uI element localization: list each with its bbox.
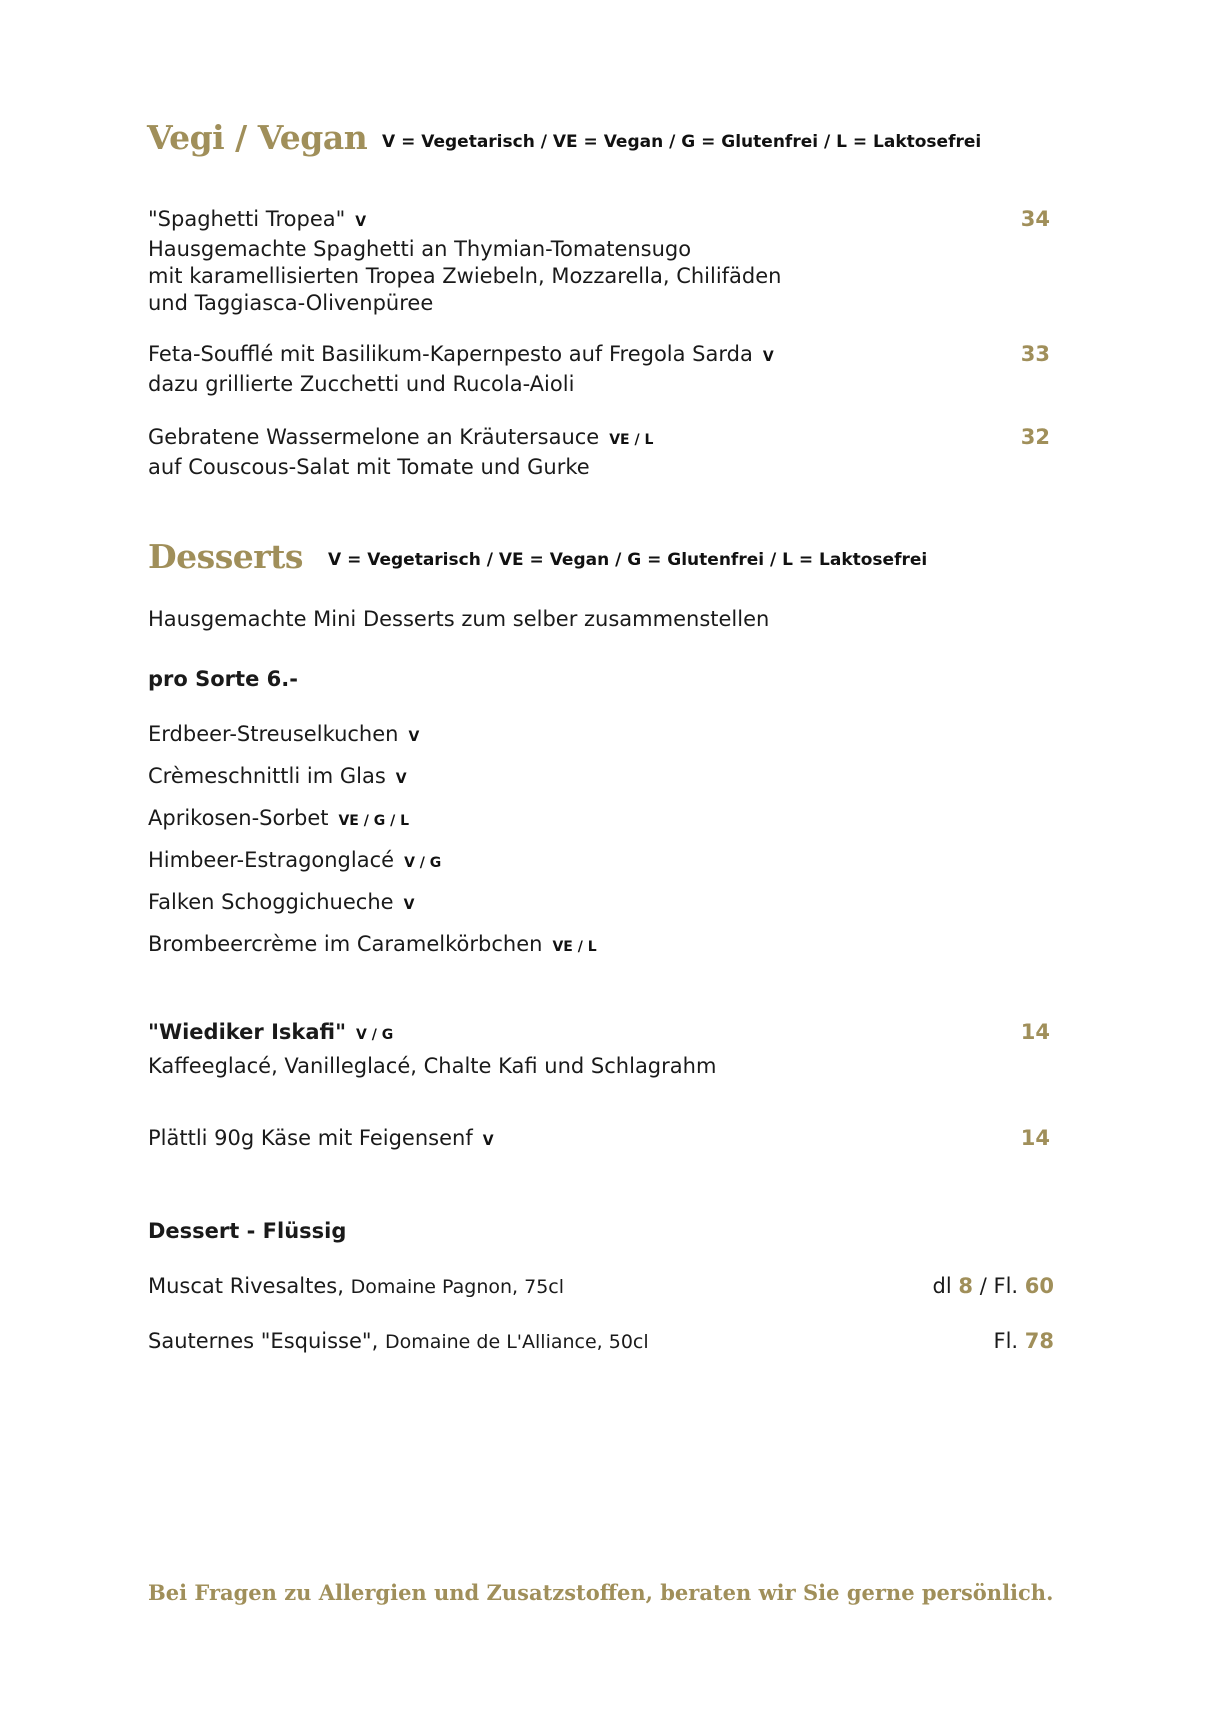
section-legend-vegan: V = Vegetarisch / VE = Vegan / G = Glutenfrei / L = Laktosefrei	[382, 132, 982, 152]
wine-name: Sauternes "Esquisse",	[148, 1329, 379, 1353]
diet-tag: V / G	[404, 855, 442, 871]
fl-label: Fl.	[993, 1329, 1019, 1353]
diet-tag: V	[482, 1133, 494, 1149]
menu-item	[148, 424, 653, 481]
item-name: Plättli 90g Käse mit Feigensenf	[148, 1126, 473, 1150]
wine-row	[148, 1328, 649, 1356]
allergy-notice: Bei Fragen zu Allergien und Zusatzstoffen, beraten wir Sie gerne persönlich.	[148, 1580, 1054, 1605]
list-item	[148, 805, 597, 847]
item-price: 33	[1020, 342, 1050, 366]
menu-item	[148, 341, 774, 398]
item-name: "Wiediker Iskafi"	[148, 1020, 347, 1044]
mini-name: Himbeer-Estragonglacé	[148, 848, 395, 872]
item-desc-line: dazu grillierte Zucchetti und Rucola-Aioli	[148, 372, 575, 396]
menu-item	[148, 1125, 494, 1155]
item-price: 14	[1020, 1020, 1050, 1044]
section-title-desserts: Desserts	[148, 537, 303, 576]
wine-detail: Domaine Pagnon, 75cl	[350, 1276, 565, 1298]
list-item	[148, 889, 597, 931]
price-separator: /	[979, 1274, 987, 1298]
wine-price	[933, 1273, 1054, 1300]
diet-tag: V	[408, 729, 420, 745]
section-title-liquid: Dessert - Flüssig	[148, 1219, 347, 1243]
item-price: 34	[1020, 207, 1050, 231]
diet-tag: V	[355, 214, 367, 230]
item-price: 14	[1020, 1126, 1050, 1150]
list-item	[148, 847, 597, 889]
list-item	[148, 721, 597, 763]
mini-name: Brombeercrème im Caramelkörbchen	[148, 932, 543, 956]
menu-item	[148, 1019, 716, 1080]
mini-dessert-list	[148, 721, 597, 973]
list-item	[148, 931, 597, 973]
wine-row	[148, 1273, 564, 1301]
mini-name: Falken Schoggichueche	[148, 890, 394, 914]
diet-tag: V / G	[356, 1027, 394, 1043]
diet-tag: VE / L	[609, 432, 654, 448]
wine-name: Muscat Rivesaltes,	[148, 1274, 344, 1298]
fl-price: 78	[1024, 1329, 1054, 1353]
item-desc-line: Hausgemachte Spaghetti an Thymian-Tomatensugo	[148, 237, 692, 261]
dl-label: dl	[932, 1274, 952, 1298]
mini-name: Aprikosen-Sorbet	[148, 806, 329, 830]
diet-tag: VE / L	[552, 939, 597, 955]
section-title-vegan: Vegi / Vegan	[147, 118, 368, 157]
mini-name: Crèmeschnittli im Glas	[148, 764, 386, 788]
item-desc-line: und Taggiasca-Olivenpüree	[148, 291, 434, 315]
diet-tag: V	[762, 349, 774, 365]
dl-price: 8	[958, 1274, 974, 1298]
per-sort-price: pro Sorte 6.-	[148, 667, 298, 691]
fl-label: Fl.	[993, 1274, 1019, 1298]
section-legend-desserts: V = Vegetarisch / VE = Vegan / G = Glutenfrei / L = Laktosefrei	[328, 550, 928, 570]
desserts-intro: Hausgemachte Mini Desserts zum selber zusammenstellen	[148, 607, 770, 631]
wine-detail: Domaine de L'Alliance, 50cl	[384, 1331, 649, 1353]
item-name: "Spaghetti Tropea"	[148, 207, 346, 231]
item-desc-line: mit karamellisierten Tropea Zwiebeln, Mozzarella, Chilifäden	[148, 264, 782, 288]
diet-tag: V	[403, 897, 415, 913]
diet-tag: V	[395, 771, 407, 787]
mini-name: Erdbeer-Streuselkuchen	[148, 722, 399, 746]
diet-tag: VE / G / L	[338, 813, 410, 829]
menu-item	[148, 206, 782, 317]
item-name: Feta-Soufflé mit Basilikum-Kapernpesto auf Fregola Sarda	[148, 342, 753, 366]
item-name: Gebratene Wassermelone an Kräutersauce	[148, 425, 600, 449]
list-item	[148, 763, 597, 805]
wine-price	[993, 1328, 1054, 1355]
item-price: 32	[1020, 425, 1050, 449]
fl-price: 60	[1024, 1274, 1054, 1298]
item-desc-line: auf Couscous-Salat mit Tomate und Gurke	[148, 455, 590, 479]
item-desc-line: Kaffeeglacé, Vanilleglacé, Chalte Kafi und Schlagrahm	[148, 1054, 717, 1078]
